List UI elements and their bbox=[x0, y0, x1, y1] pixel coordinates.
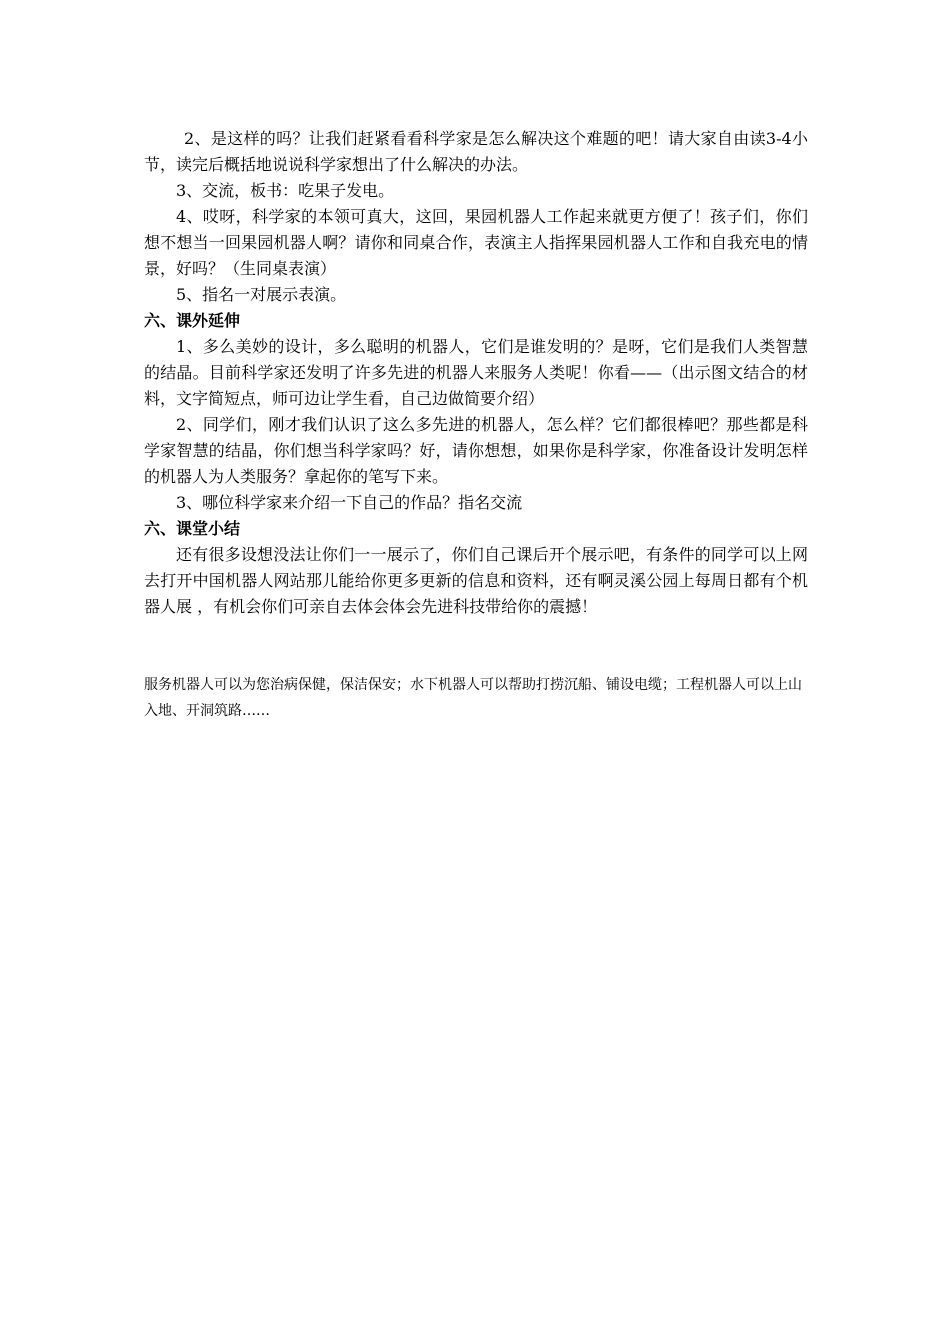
paragraph-extension-3: 3、哪位科学家来介绍一下自己的作品？指名交流 bbox=[176, 493, 523, 512]
paragraph-extension-1: 1、多么美妙的设计，多么聪明的机器人，它们是谁发明的？是呀，它们是我们人类智慧的结晶。目前科学家还发明了许多先进的机器人来服务人类呢！你看——（出示图文结合的材料，文字简短点，师可边让学生看，自己边做简要介绍） bbox=[144, 337, 808, 408]
paragraph-step-3: 3、交流，板书：吃果子发电。 bbox=[176, 181, 395, 200]
paragraph-extension-2: 2、同学们，刚才我们认识了这么多先进的机器人，怎么样？它们都很棒吧？那些都是科学家智慧的结晶，你们想当科学家吗？好，请你想想，如果你是科学家，你准备设计发明怎样的机器人为人类服务？拿起你的笔写下来。 bbox=[144, 415, 808, 486]
paragraph-step-2: 2、是这样的吗？让我们赶紧看看科学家是怎么解决这个难题的吧！请大家自由读3-4小节，读完后概括地说说科学家想出了什么解决的办法。 bbox=[144, 129, 808, 174]
heading-summary: 六、课堂小结 bbox=[144, 519, 241, 538]
paragraph-step-4: 4、哎呀，科学家的本领可真大，这回，果园机器人工作起来就更方便了！孩子们，你们想不想当一回果园机器人啊？请你和同桌合作，表演主人指挥果园机器人工作和自我充电的情景，好吗？（生同桌表演） bbox=[144, 207, 808, 278]
paragraph-step-5: 5、指名一对展示表演。 bbox=[176, 285, 347, 304]
paragraph-summary: 还有很多设想没法让你们一一展示了，你们自己课后开个展示吧，有条件的同学可以上网去打开中国机器人网站那儿能给你更多更新的信息和资料，还有啊灵溪公园上每周日都有个机器人展 ，有机会你们可亲自去体会体会先进科技带给你的震撼！ bbox=[144, 545, 808, 616]
heading-extension: 六、课外延伸 bbox=[144, 311, 241, 330]
footnote-text: 服务机器人可以为您治病保健，保洁保安；水下机器人可以帮助打捞沉船、铺设电缆；工程机器人可以上山入地、开洞筑路…… bbox=[144, 677, 802, 719]
document-body bbox=[144, 126, 808, 620]
